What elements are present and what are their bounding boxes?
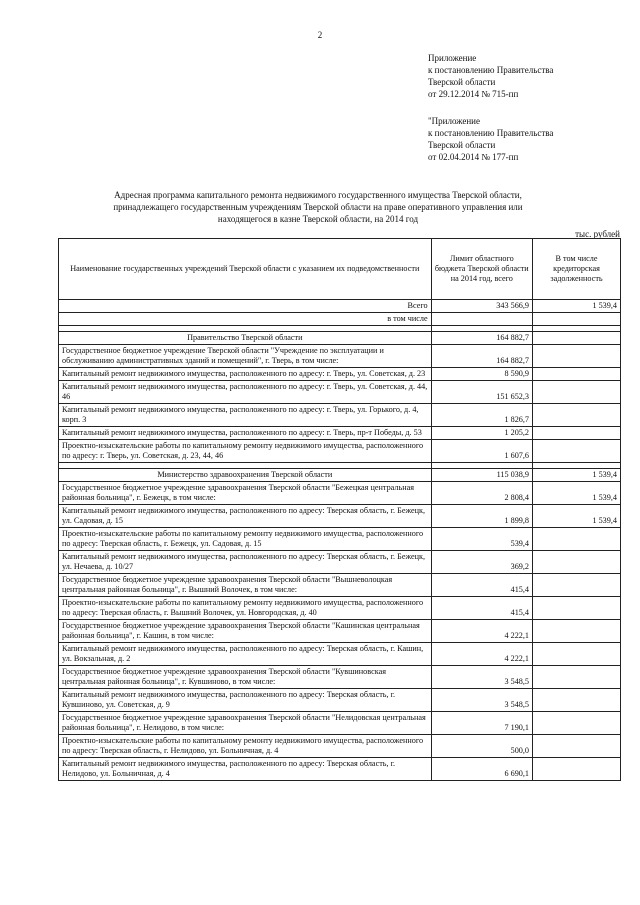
table-row bbox=[59, 758, 621, 781]
cell-debt bbox=[533, 427, 621, 440]
cell-debt: 1 539,4 bbox=[533, 300, 621, 313]
title-line: находящегося в казне Тверской области, на 2014 год bbox=[217, 214, 419, 224]
cell-name: Проектно-изыскательские работы по капитальному ремонту недвижимого имущества, расположенного по адресу: г. Тверь, ул. Советская, д. 23, 44, 46 bbox=[59, 440, 432, 463]
cell-debt bbox=[533, 620, 621, 643]
cell-debt bbox=[533, 666, 621, 689]
cell-debt bbox=[533, 345, 621, 368]
cell-name: Государственное бюджетное учреждение здравоохранения Тверской области "Кувшиновская центральная районная больница", г. Кувшиново, в том числе: bbox=[59, 666, 432, 689]
header-debt: В том числе кредиторская задолженность bbox=[533, 239, 621, 300]
cell-name: Капитальный ремонт недвижимого имущества, расположенного по адресу: Тверская область, г. Нелидово, ул. Больничная, д. 4 bbox=[59, 758, 432, 781]
cell-limit: 1 826,7 bbox=[431, 404, 532, 427]
appendix-line: от 29.12.2014 № 715-пп bbox=[428, 89, 519, 99]
appendix-line: "Приложение bbox=[428, 116, 480, 126]
cell-limit: 369,2 bbox=[431, 551, 532, 574]
table-row bbox=[59, 528, 621, 551]
table-row bbox=[59, 381, 621, 404]
cell-name: Государственное бюджетное учреждение здравоохранения Тверской области "Нелидовская центральная районная больница", г. Нелидово, в том числе: bbox=[59, 712, 432, 735]
table-row bbox=[59, 440, 621, 463]
cell-debt bbox=[533, 574, 621, 597]
cell-limit: 343 566,9 bbox=[431, 300, 532, 313]
header-name: Наименование государственных учреждений Тверской области с указанием их подведомственности bbox=[59, 239, 432, 300]
table-row bbox=[59, 313, 621, 326]
cell-name: Государственное бюджетное учреждение Тверской области "Учреждение по эксплуатации и обслуживанию административных зданий и помещений", г. Тверь, в том числе: bbox=[59, 345, 432, 368]
appendix-line: к постановлению Правительства bbox=[428, 65, 554, 75]
cell-debt bbox=[533, 758, 621, 781]
cell-name: Проектно-изыскательские работы по капитальному ремонту недвижимого имущества, расположенного по адресу: Тверская область, г. Бежецк, ул. Садовая, д. 15 bbox=[59, 528, 432, 551]
cell-debt bbox=[533, 404, 621, 427]
header-limit: Лимит областного бюджета Тверской области на 2014 год, всего bbox=[431, 239, 532, 300]
table-row bbox=[59, 482, 621, 505]
table-row bbox=[59, 712, 621, 735]
cell-debt bbox=[533, 528, 621, 551]
appendix-line: Приложение bbox=[428, 53, 477, 63]
cell-limit: 3 548,5 bbox=[431, 689, 532, 712]
table-row bbox=[59, 300, 621, 313]
appendix-line: Тверской области bbox=[428, 77, 496, 87]
cell-limit: 539,4 bbox=[431, 528, 532, 551]
table-row bbox=[59, 469, 621, 482]
cell-name: Капитальный ремонт недвижимого имущества, расположенного по адресу: Тверская область, г. Бежецк, ул. Садовая, д. 15 bbox=[59, 505, 432, 528]
cell-debt: 1 539,4 bbox=[533, 469, 621, 482]
table-row bbox=[59, 735, 621, 758]
table-row bbox=[59, 689, 621, 712]
cell-debt bbox=[533, 712, 621, 735]
table-row bbox=[59, 620, 621, 643]
table-row bbox=[59, 332, 621, 345]
cell-debt bbox=[533, 735, 621, 758]
cell-limit: 1 607,6 bbox=[431, 440, 532, 463]
table-row bbox=[59, 345, 621, 368]
cell-limit: 7 190,1 bbox=[431, 712, 532, 735]
cell-limit: 4 222,1 bbox=[431, 620, 532, 643]
cell-limit: 415,4 bbox=[431, 574, 532, 597]
cell-name: Министерство здравоохранения Тверской области bbox=[59, 469, 432, 482]
cell-name: Государственное бюджетное учреждение здравоохранения Тверской области "Кашинская центральная районная больница", г. Кашин, в том числе: bbox=[59, 620, 432, 643]
table-row bbox=[59, 427, 621, 440]
appendix-line: к постановлению Правительства bbox=[428, 128, 554, 138]
cell-debt bbox=[533, 440, 621, 463]
appendix-line: Тверской области bbox=[428, 140, 496, 150]
table-row bbox=[59, 368, 621, 381]
cell-limit bbox=[431, 313, 532, 326]
cell-name: Капитальный ремонт недвижимого имущества, расположенного по адресу: Тверская область, г. Кашин, ул. Вокзальная, д. 2 bbox=[59, 643, 432, 666]
page-number: 2 bbox=[317, 30, 323, 40]
table-row bbox=[59, 666, 621, 689]
cell-limit: 2 808,4 bbox=[431, 482, 532, 505]
cell-debt bbox=[533, 597, 621, 620]
cell-limit: 500,0 bbox=[431, 735, 532, 758]
cell-name: Капитальный ремонт недвижимого имущества, расположенного по адресу: Тверская область, г. Бежецк, ул. Нечаева, д. 10/27 bbox=[59, 551, 432, 574]
appendix-block bbox=[428, 52, 553, 100]
cell-limit: 415,4 bbox=[431, 597, 532, 620]
table-row bbox=[59, 597, 621, 620]
cell-name: в том числе bbox=[59, 313, 432, 326]
table-row bbox=[59, 404, 621, 427]
cell-name: Капитальный ремонт недвижимого имущества, расположенного по адресу: г. Тверь, ул. Советская, д. 44, 46 bbox=[59, 381, 432, 404]
cell-name: Капитальный ремонт недвижимого имущества, расположенного по адресу: г. Тверь, пр-т Победы, д. 53 bbox=[59, 427, 432, 440]
cell-debt bbox=[533, 313, 621, 326]
appendix-line: от 02.04.2014 № 177-пп bbox=[428, 152, 519, 162]
cell-limit: 115 038,9 bbox=[431, 469, 532, 482]
cell-name: Проектно-изыскательские работы по капитальному ремонту недвижимого имущества, расположенного по адресу: Тверская область, г. Нелидово, ул. Больничная, д. 4 bbox=[59, 735, 432, 758]
table-row bbox=[59, 505, 621, 528]
document-title bbox=[58, 189, 578, 225]
cell-debt bbox=[533, 381, 621, 404]
cell-name: Правительство Тверской области bbox=[59, 332, 432, 345]
units-label: тыс. рублей bbox=[575, 229, 620, 239]
cell-limit: 151 652,3 bbox=[431, 381, 532, 404]
cell-limit: 164 882,7 bbox=[431, 332, 532, 345]
cell-debt bbox=[533, 551, 621, 574]
cell-limit: 8 590,9 bbox=[431, 368, 532, 381]
cell-debt bbox=[533, 643, 621, 666]
cell-limit: 3 548,5 bbox=[431, 666, 532, 689]
cell-limit: 164 882,7 bbox=[431, 345, 532, 368]
cell-limit: 1 899,8 bbox=[431, 505, 532, 528]
original-appendix-block bbox=[428, 115, 553, 163]
cell-name: Государственное бюджетное учреждение здравоохранения Тверской области "Бежецкая центральная районная больница", г. Бежецк, в том числе: bbox=[59, 482, 432, 505]
cell-debt bbox=[533, 368, 621, 381]
cell-name: Государственное бюджетное учреждение здравоохранения Тверской области "Вышневолоцкая центральная районная больница", г. Вышний Волочек, в том числе: bbox=[59, 574, 432, 597]
program-table bbox=[58, 238, 621, 781]
cell-debt bbox=[533, 689, 621, 712]
table-header-row bbox=[59, 239, 621, 300]
cell-debt: 1 539,4 bbox=[533, 482, 621, 505]
cell-name: Всего bbox=[59, 300, 432, 313]
cell-name: Капитальный ремонт недвижимого имущества, расположенного по адресу: г. Тверь, ул. Советская, д. 23 bbox=[59, 368, 432, 381]
cell-limit: 4 222,1 bbox=[431, 643, 532, 666]
cell-name: Капитальный ремонт недвижимого имущества, расположенного по адресу: Тверская область, г. Кувшиново, ул. Советская, д. 9 bbox=[59, 689, 432, 712]
table-row bbox=[59, 551, 621, 574]
cell-name: Капитальный ремонт недвижимого имущества, расположенного по адресу: г. Тверь, ул. Горького, д. 4, корп. 3 bbox=[59, 404, 432, 427]
table-row bbox=[59, 643, 621, 666]
cell-limit: 6 690,1 bbox=[431, 758, 532, 781]
cell-name: Проектно-изыскательские работы по капитальному ремонту недвижимого имущества, расположенного по адресу: Тверская область, г. Вышний Волочек, ул. Новгородская, д. 40 bbox=[59, 597, 432, 620]
table-row bbox=[59, 574, 621, 597]
title-line: Адресная программа капитального ремонта недвижимого государственного имущества Тверской области, bbox=[114, 190, 522, 200]
cell-limit: 1 205,2 bbox=[431, 427, 532, 440]
cell-debt: 1 539,4 bbox=[533, 505, 621, 528]
title-line: принадлежащего государственным учреждениям Тверской области на праве оперативного управления или bbox=[113, 202, 523, 212]
cell-debt bbox=[533, 332, 621, 345]
